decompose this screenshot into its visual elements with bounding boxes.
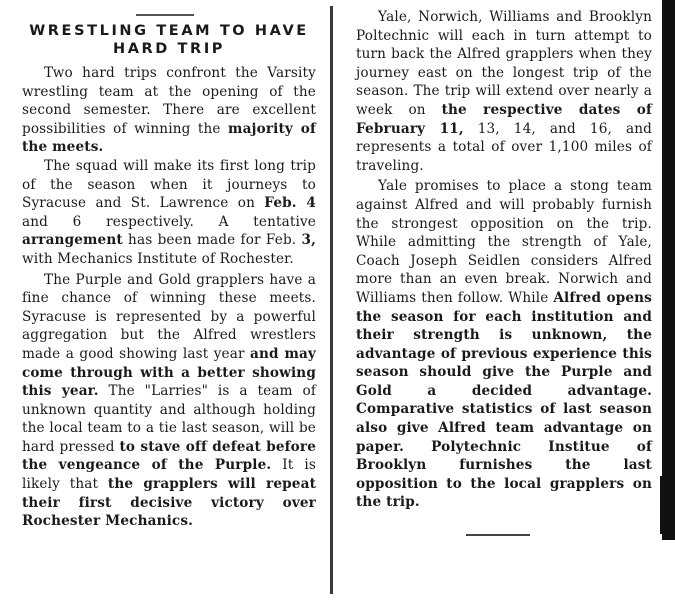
paragraph-bold-text: arrangement <box>22 232 123 249</box>
paragraph-text: The "Larries" is a team of unknown quantity and although holding the local team to a tie last season, will be hard pressed <box>22 383 316 455</box>
paragraph-text: The squad will make its first long trip of the season when it journeys to Syracuse and St. Lawrence on <box>22 157 316 212</box>
column-divider <box>330 6 333 594</box>
paragraph-text: 13, 14, and 16, and represents a total of over 1,100 miles of traveling. <box>356 120 652 174</box>
paragraph-bold-text: the grapplers will repeat their first decisive victory over Rochester Mechanics. <box>22 476 316 530</box>
paragraph-3 <box>22 271 316 531</box>
left-column <box>22 0 316 531</box>
paragraph-5 <box>356 177 652 512</box>
paragraph-1 <box>22 64 316 157</box>
paragraph-bold-text: 3, <box>301 232 316 249</box>
paragraph-text: Two hard trips confront the Varsity wrestling team at the opening of the second semester. There are excellent possibilities of winning the <box>22 65 316 137</box>
paragraph-bold-text: Feb. 4 <box>264 195 316 212</box>
paragraph-bold-text: Alfred opens the season for each institution and their strength is unknown, the advantage of previous experience this season should give the Purple and Gold a decided advantage. Comparative statistics of last season also give Alfred team advantage on paper. Polytechnic Institue of Brooklyn furnishes the last opposition to the local grapplers on the trip. <box>356 289 652 511</box>
article-end-rule <box>466 534 530 536</box>
headline-line-2: HARD TRIP <box>112 41 226 57</box>
paragraph-text: has been made for Feb. <box>122 232 302 249</box>
paragraph-bold-text: the respective dates of February 11, <box>356 101 653 137</box>
headline <box>22 22 316 58</box>
paragraph-text: with Mechanics Institute of Rochester. <box>22 250 294 267</box>
paragraph-text: It is likely that <box>22 457 317 493</box>
paragraph-2 <box>22 157 316 269</box>
paragraph-bold-text: and may come through with a better showing this year. <box>22 345 316 400</box>
paragraph-bold-text: majority of the meets. <box>22 120 316 156</box>
paragraph-bold-text: to stave off defeat before the vengeance of the Purple. <box>22 438 316 474</box>
paragraph-text: Yale promises to place a stong team against Alfred and will probably furnish the strongest opposition on the trip. While admitting the strength of Yale, Coach Joseph Seidlen considers Alfred more than an even break. Norwich and Williams then follow. While <box>356 178 652 306</box>
page-edge-bar <box>662 0 675 540</box>
page-edge-mark <box>660 476 664 534</box>
paragraph-text: Yale, Norwich, Williams and Brooklyn Poltechnic will each in turn attempt to turn back the Alfred grapplers when they journey east on the longest trip of the season. The trip will extend over nearly a week on <box>356 9 652 118</box>
headline-line-1: WRESTLING TEAM TO HAVE <box>29 23 309 39</box>
paragraph-4 <box>356 8 652 175</box>
right-column <box>356 8 652 512</box>
paragraph-text: and 6 respectively. A tentative <box>22 213 316 230</box>
paragraph-text: The Purple and Gold grapplers have a fine chance of winning these meets. Syracuse is represented by a powerful aggregation but the Alfred wrestlers made a good showing last year <box>22 271 316 362</box>
